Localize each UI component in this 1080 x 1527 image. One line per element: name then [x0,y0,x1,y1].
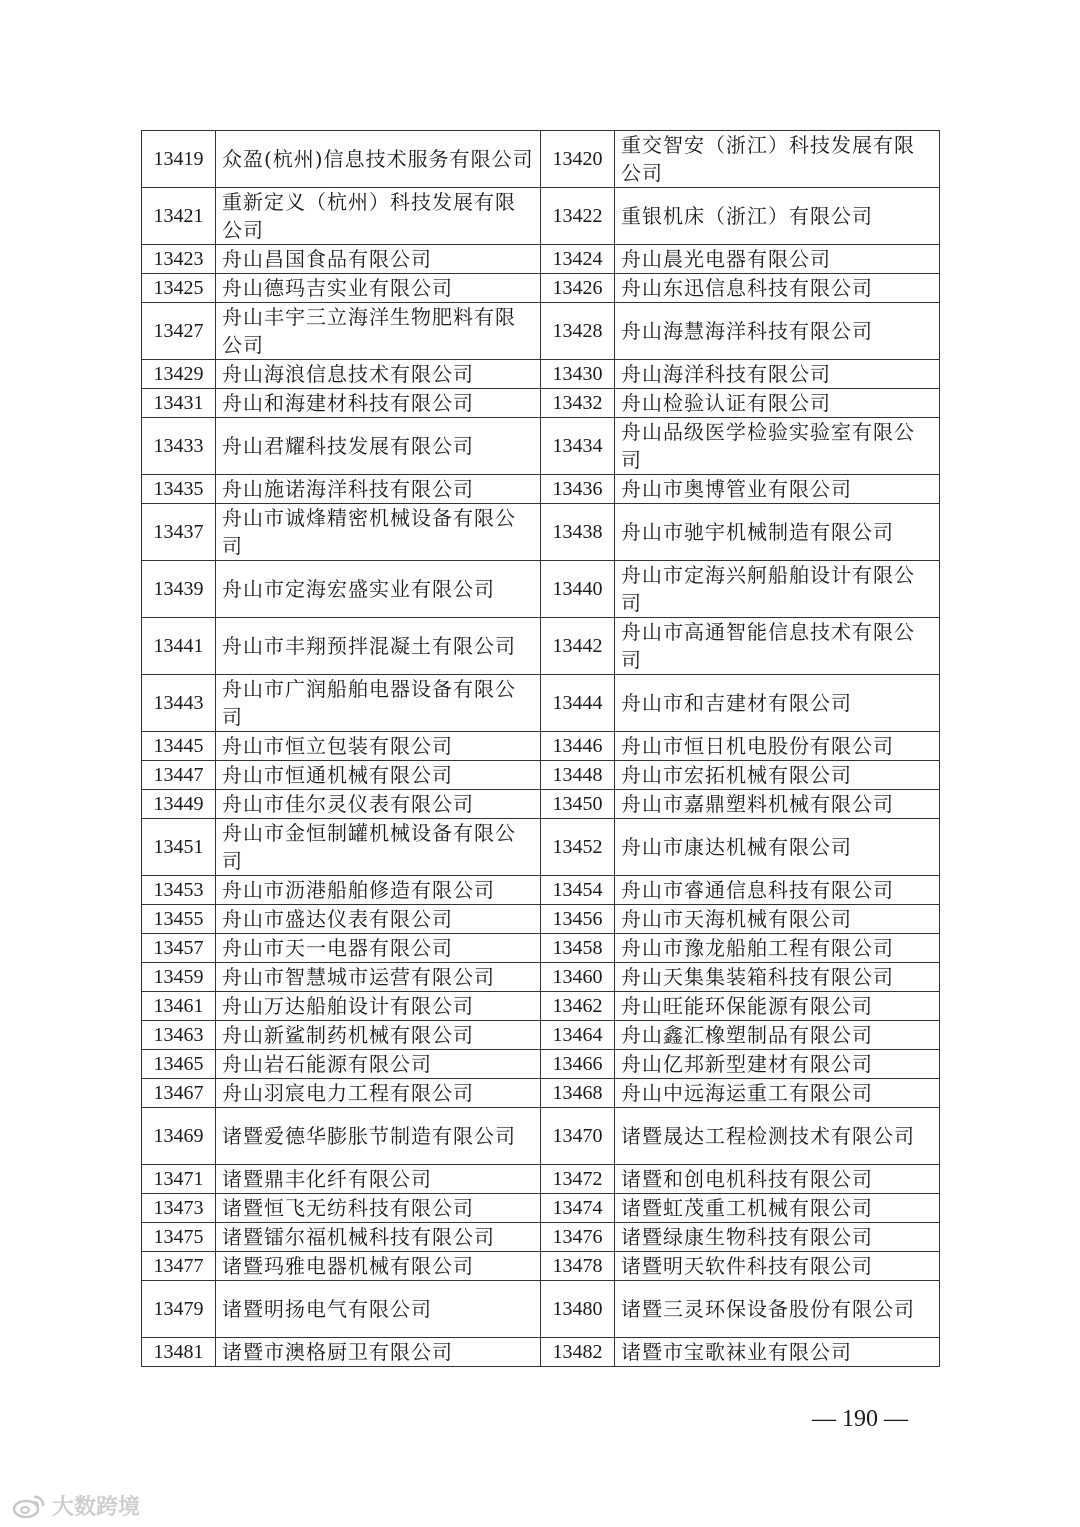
entry-number: 13444 [541,675,615,732]
table-row [142,992,940,1021]
entry-number: 13433 [142,418,216,475]
entry-number: 13447 [142,761,216,790]
company-name: 舟山市嘉鼎塑料机械有限公司 [615,790,940,819]
company-name: 舟山海慧海洋科技有限公司 [615,303,940,360]
entry-number: 13460 [541,963,615,992]
company-name: 舟山和海建材科技有限公司 [216,389,541,418]
company-name: 诸暨虹茂重工机械有限公司 [615,1194,940,1223]
table-row [142,1338,940,1367]
entry-number: 13457 [142,934,216,963]
table-row [142,1108,940,1165]
entry-number: 13478 [541,1252,615,1281]
entry-number: 13464 [541,1021,615,1050]
table-row [142,905,940,934]
table-row [142,876,940,905]
company-name: 众盈(杭州)信息技术服务有限公司 [216,131,541,188]
company-name: 诸暨晟达工程检测技术有限公司 [615,1108,940,1165]
entry-number: 13423 [142,245,216,274]
table-row [142,1021,940,1050]
entry-number: 13459 [142,963,216,992]
company-name: 舟山君耀科技发展有限公司 [216,418,541,475]
table-row [142,131,940,188]
company-name: 舟山市恒通机械有限公司 [216,761,541,790]
entry-number: 13454 [541,876,615,905]
entry-number: 13426 [541,274,615,303]
entry-number: 13465 [142,1050,216,1079]
company-name: 舟山岩石能源有限公司 [216,1050,541,1079]
table-row [142,934,940,963]
company-name: 舟山中远海运重工有限公司 [615,1079,940,1108]
entry-number: 13429 [142,360,216,389]
company-name: 舟山市恒立包装有限公司 [216,732,541,761]
company-name: 舟山施诺海洋科技有限公司 [216,475,541,504]
table-row [142,618,940,675]
entry-number: 13481 [142,1338,216,1367]
company-name: 舟山昌国食品有限公司 [216,245,541,274]
company-name: 重银机床（浙江）有限公司 [615,188,940,245]
entry-number: 13430 [541,360,615,389]
entry-number: 13469 [142,1108,216,1165]
entry-number: 13446 [541,732,615,761]
entry-number: 13442 [541,618,615,675]
company-name: 舟山海洋科技有限公司 [615,360,940,389]
table-row [142,504,940,561]
company-name: 舟山市康达机械有限公司 [615,819,940,876]
entry-number: 13455 [142,905,216,934]
company-name: 诸暨市澳格厨卫有限公司 [216,1338,541,1367]
company-name: 舟山市广润船舶电器设备有限公司 [216,675,541,732]
company-name: 舟山万达船舶设计有限公司 [216,992,541,1021]
company-name: 诸暨市宝歌袜业有限公司 [615,1338,940,1367]
entry-number: 13431 [142,389,216,418]
company-name: 舟山市盛达仪表有限公司 [216,905,541,934]
company-list-table [141,130,940,1367]
entry-number: 13466 [541,1050,615,1079]
entry-number: 13476 [541,1223,615,1252]
entry-number: 13432 [541,389,615,418]
table-row [142,1281,940,1338]
watermark-text: 大数跨境 [52,1495,141,1520]
table-row [142,274,940,303]
entry-number: 13480 [541,1281,615,1338]
table-row [142,732,940,761]
table-row [142,1165,940,1194]
company-name: 舟山市佳尔灵仪表有限公司 [216,790,541,819]
table-row [142,188,940,245]
table-row [142,1223,940,1252]
entry-number: 13470 [541,1108,615,1165]
company-name: 诸暨爱德华膨胀节制造有限公司 [216,1108,541,1165]
entry-number: 13472 [541,1165,615,1194]
company-name: 诸暨玛雅电器机械有限公司 [216,1252,541,1281]
company-name: 舟山市驰宇机械制造有限公司 [615,504,940,561]
entry-number: 13441 [142,618,216,675]
entry-number: 13421 [142,188,216,245]
entry-number: 13468 [541,1079,615,1108]
table-row [142,389,940,418]
entry-number: 13450 [541,790,615,819]
table-row [142,1252,940,1281]
company-name: 舟山市高通智能信息技术有限公司 [615,618,940,675]
company-name: 舟山市定海兴舸船舶设计有限公司 [615,561,940,618]
entry-number: 13424 [541,245,615,274]
company-name: 舟山市奥博管业有限公司 [615,475,940,504]
entry-number: 13453 [142,876,216,905]
entry-number: 13477 [142,1252,216,1281]
company-name: 舟山丰宇三立海洋生物肥料有限公司 [216,303,541,360]
entry-number: 13428 [541,303,615,360]
entry-number: 13434 [541,418,615,475]
company-name: 舟山市和吉建材有限公司 [615,675,940,732]
company-name: 舟山羽宸电力工程有限公司 [216,1079,541,1108]
table-row [142,360,940,389]
entry-number: 13474 [541,1194,615,1223]
company-list-body [142,131,940,1367]
company-name: 诸暨鼎丰化纤有限公司 [216,1165,541,1194]
entry-number: 13456 [541,905,615,934]
table-row [142,963,940,992]
table-row [142,475,940,504]
company-name: 诸暨和创电机科技有限公司 [615,1165,940,1194]
entry-number: 13451 [142,819,216,876]
entry-number: 13435 [142,475,216,504]
entry-number: 13419 [142,131,216,188]
company-name: 舟山市宏拓机械有限公司 [615,761,940,790]
entry-number: 13463 [142,1021,216,1050]
entry-number: 13443 [142,675,216,732]
company-name: 舟山市豫龙船舶工程有限公司 [615,934,940,963]
watermark [12,1490,140,1521]
table-row [142,761,940,790]
entry-number: 13437 [142,504,216,561]
table-row [142,561,940,618]
company-name: 舟山天集集装箱科技有限公司 [615,963,940,992]
entry-number: 13438 [541,504,615,561]
table-row [142,790,940,819]
table-row [142,675,940,732]
company-name: 舟山市诚烽精密机械设备有限公司 [216,504,541,561]
entry-number: 13475 [142,1223,216,1252]
company-name: 诸暨明天软件科技有限公司 [615,1252,940,1281]
entry-number: 13440 [541,561,615,618]
company-name: 诸暨绿康生物科技有限公司 [615,1223,940,1252]
entry-number: 13473 [142,1194,216,1223]
table-row [142,1050,940,1079]
company-name: 舟山德玛吉实业有限公司 [216,274,541,303]
company-name: 舟山市丰翔预拌混凝土有限公司 [216,618,541,675]
entry-number: 13461 [142,992,216,1021]
company-name: 诸暨明扬电气有限公司 [216,1281,541,1338]
company-name: 舟山市天海机械有限公司 [615,905,940,934]
entry-number: 13420 [541,131,615,188]
company-name: 舟山市定海宏盛实业有限公司 [216,561,541,618]
entry-number: 13449 [142,790,216,819]
company-name: 重新定义（杭州）科技发展有限公司 [216,188,541,245]
company-name: 诸暨恒飞无纺科技有限公司 [216,1194,541,1223]
company-name: 舟山检验认证有限公司 [615,389,940,418]
entry-number: 13445 [142,732,216,761]
company-name: 舟山市金恒制罐机械设备有限公司 [216,819,541,876]
company-name: 舟山品级医学检验实验室有限公司 [615,418,940,475]
entry-number: 13482 [541,1338,615,1367]
entry-number: 13448 [541,761,615,790]
company-name: 重交智安（浙江）科技发展有限公司 [615,131,940,188]
table-row [142,303,940,360]
entry-number: 13458 [541,934,615,963]
entry-number: 13439 [142,561,216,618]
entry-number: 13479 [142,1281,216,1338]
entry-number: 13471 [142,1165,216,1194]
company-name: 舟山市睿通信息科技有限公司 [615,876,940,905]
company-name: 舟山亿邦新型建材有限公司 [615,1050,940,1079]
entry-number: 13436 [541,475,615,504]
entry-number: 13452 [541,819,615,876]
page-number: — 190 — [812,1406,908,1432]
table-row [142,418,940,475]
company-name: 舟山市天一电器有限公司 [216,934,541,963]
company-name: 舟山鑫汇橡塑制品有限公司 [615,1021,940,1050]
company-name: 舟山市智慧城市运营有限公司 [216,963,541,992]
company-name: 舟山新鲨制药机械有限公司 [216,1021,541,1050]
entry-number: 13425 [142,274,216,303]
company-name: 舟山市沥港船舶修造有限公司 [216,876,541,905]
company-name: 诸暨三灵环保设备股份有限公司 [615,1281,940,1338]
company-name: 舟山海浪信息技术有限公司 [216,360,541,389]
table-row [142,245,940,274]
table-row [142,1079,940,1108]
entry-number: 13427 [142,303,216,360]
company-name: 舟山市恒日机电股份有限公司 [615,732,940,761]
company-name: 舟山东迅信息科技有限公司 [615,274,940,303]
table-row [142,1194,940,1223]
entry-number: 13467 [142,1079,216,1108]
entry-number: 13422 [541,188,615,245]
company-name: 舟山晨光电器有限公司 [615,245,940,274]
weibo-logo-icon [12,1493,46,1519]
table-row [142,819,940,876]
company-name: 诸暨镭尔福机械科技有限公司 [216,1223,541,1252]
entry-number: 13462 [541,992,615,1021]
company-name: 舟山旺能环保能源有限公司 [615,992,940,1021]
